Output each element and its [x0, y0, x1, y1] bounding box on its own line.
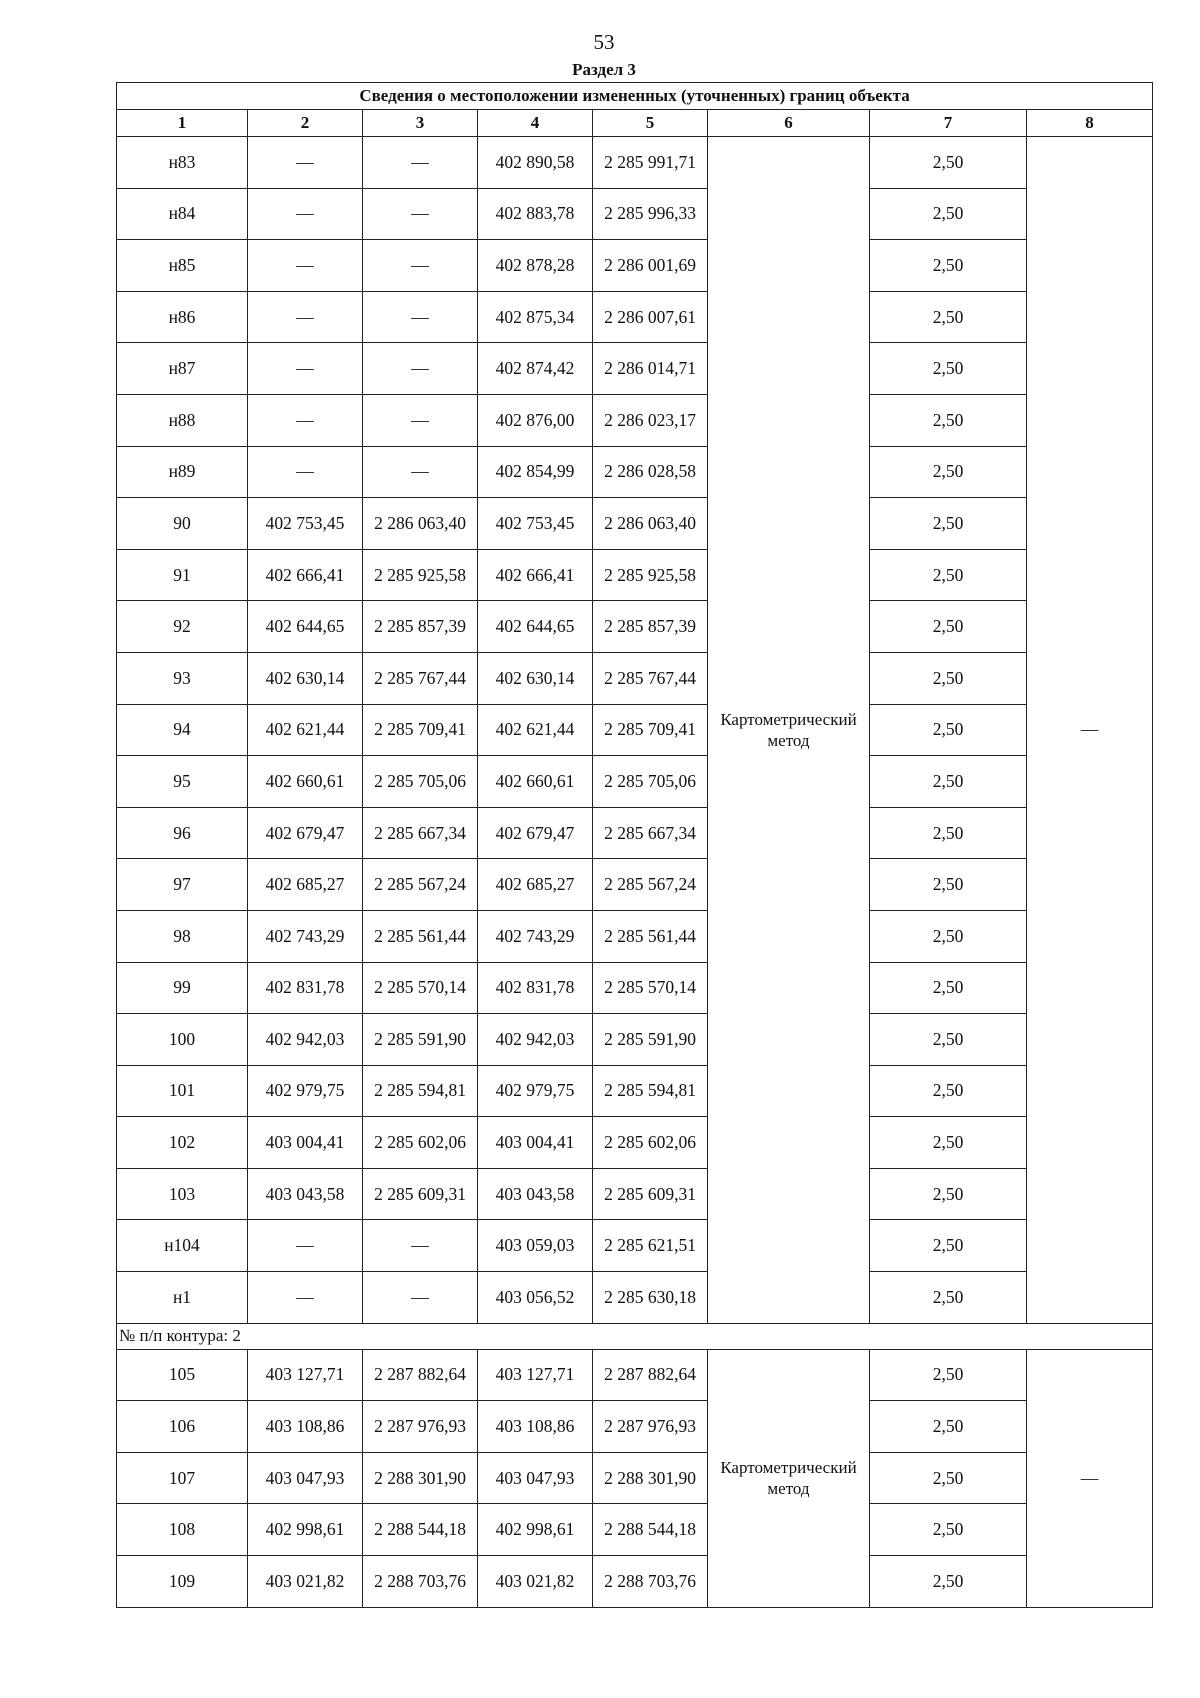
table-row	[117, 1272, 1153, 1324]
x-old-cell: 402 998,61	[248, 1504, 363, 1556]
accuracy-cell: 2,50	[870, 291, 1027, 343]
point-number-cell: 95	[117, 756, 248, 808]
x-old-cell: —	[248, 446, 363, 498]
accuracy-cell: 2,50	[870, 1272, 1027, 1324]
y-new-cell: 2 286 001,69	[593, 240, 708, 292]
y-new-cell: 2 285 996,33	[593, 188, 708, 240]
method-cell: Картометрический метод	[708, 1349, 870, 1607]
x-new-cell: 403 004,41	[478, 1117, 593, 1169]
y-new-cell: 2 285 570,14	[593, 962, 708, 1014]
x-new-cell: 402 753,45	[478, 498, 593, 550]
y-old-cell: 2 285 591,90	[363, 1014, 478, 1066]
y-old-cell: 2 285 561,44	[363, 910, 478, 962]
column-header: 7	[870, 110, 1027, 137]
column-header: 4	[478, 110, 593, 137]
x-new-cell: 402 621,44	[478, 704, 593, 756]
y-new-cell: 2 285 857,39	[593, 601, 708, 653]
x-new-cell: 402 890,58	[478, 137, 593, 189]
y-old-cell: —	[363, 1272, 478, 1324]
table-row	[117, 807, 1153, 859]
column-header: 5	[593, 110, 708, 137]
point-number-cell: н1	[117, 1272, 248, 1324]
y-old-cell: 2 288 703,76	[363, 1556, 478, 1608]
accuracy-cell: 2,50	[870, 1349, 1027, 1401]
x-new-cell: 402 883,78	[478, 188, 593, 240]
table-row	[117, 1401, 1153, 1453]
x-old-cell: 402 630,14	[248, 652, 363, 704]
y-new-cell: 2 285 567,24	[593, 859, 708, 911]
y-new-cell: 2 286 023,17	[593, 394, 708, 446]
table-row	[117, 188, 1153, 240]
x-new-cell: 403 043,58	[478, 1168, 593, 1220]
point-number-cell: 98	[117, 910, 248, 962]
y-new-cell: 2 285 925,58	[593, 549, 708, 601]
accuracy-cell: 2,50	[870, 549, 1027, 601]
x-old-cell: —	[248, 137, 363, 189]
x-old-cell: 403 047,93	[248, 1452, 363, 1504]
accuracy-cell: 2,50	[870, 1401, 1027, 1453]
y-new-cell: 2 288 544,18	[593, 1504, 708, 1556]
x-old-cell: —	[248, 240, 363, 292]
point-number-cell: 96	[117, 807, 248, 859]
x-old-cell: 402 942,03	[248, 1014, 363, 1066]
table-row	[117, 652, 1153, 704]
point-number-cell: 97	[117, 859, 248, 911]
x-old-cell: —	[248, 291, 363, 343]
y-old-cell: —	[363, 137, 478, 189]
x-old-cell: 402 679,47	[248, 807, 363, 859]
boundary-table	[116, 82, 1153, 1608]
y-old-cell: 2 285 602,06	[363, 1117, 478, 1169]
accuracy-cell: 2,50	[870, 1220, 1027, 1272]
accuracy-cell: 2,50	[870, 1556, 1027, 1608]
table-row	[117, 394, 1153, 446]
y-old-cell: 2 286 063,40	[363, 498, 478, 550]
y-new-cell: 2 285 991,71	[593, 137, 708, 189]
accuracy-cell: 2,50	[870, 343, 1027, 395]
x-old-cell: 402 666,41	[248, 549, 363, 601]
y-old-cell: 2 285 709,41	[363, 704, 478, 756]
y-old-cell: 2 287 976,93	[363, 1401, 478, 1453]
point-number-cell: 107	[117, 1452, 248, 1504]
method-cell: Картометрический метод	[708, 137, 870, 1324]
x-old-cell: 403 043,58	[248, 1168, 363, 1220]
accuracy-cell: 2,50	[870, 601, 1027, 653]
accuracy-cell: 2,50	[870, 188, 1027, 240]
x-new-cell: 402 998,61	[478, 1504, 593, 1556]
x-new-cell: 402 630,14	[478, 652, 593, 704]
y-new-cell: 2 288 703,76	[593, 1556, 708, 1608]
accuracy-cell: 2,50	[870, 498, 1027, 550]
x-old-cell: 402 644,65	[248, 601, 363, 653]
accuracy-cell: 2,50	[870, 1452, 1027, 1504]
table-row	[117, 343, 1153, 395]
y-old-cell: 2 285 570,14	[363, 962, 478, 1014]
y-new-cell: 2 288 301,90	[593, 1452, 708, 1504]
table-row	[117, 1117, 1153, 1169]
point-number-cell: 106	[117, 1401, 248, 1453]
y-old-cell: —	[363, 240, 478, 292]
x-new-cell: 402 876,00	[478, 394, 593, 446]
table-row	[117, 704, 1153, 756]
point-number-cell: 102	[117, 1117, 248, 1169]
column-8-cell: —	[1027, 137, 1153, 1324]
point-number-cell: 103	[117, 1168, 248, 1220]
contour-label-row	[117, 1323, 1153, 1349]
x-new-cell: 403 047,93	[478, 1452, 593, 1504]
point-number-cell: н83	[117, 137, 248, 189]
y-old-cell: 2 285 925,58	[363, 549, 478, 601]
accuracy-cell: 2,50	[870, 1014, 1027, 1066]
table-row	[117, 962, 1153, 1014]
x-old-cell: 402 979,75	[248, 1065, 363, 1117]
x-old-cell: 403 004,41	[248, 1117, 363, 1169]
x-new-cell: 402 875,34	[478, 291, 593, 343]
point-number-cell: 92	[117, 601, 248, 653]
point-number-cell: н85	[117, 240, 248, 292]
y-old-cell: 2 285 594,81	[363, 1065, 478, 1117]
x-new-cell: 402 685,27	[478, 859, 593, 911]
table-row	[117, 1014, 1153, 1066]
x-new-cell: 402 743,29	[478, 910, 593, 962]
point-number-cell: 91	[117, 549, 248, 601]
point-number-cell: 94	[117, 704, 248, 756]
table-row	[117, 1556, 1153, 1608]
accuracy-cell: 2,50	[870, 137, 1027, 189]
point-number-cell: 100	[117, 1014, 248, 1066]
x-old-cell: —	[248, 394, 363, 446]
table-row	[117, 1452, 1153, 1504]
x-new-cell: 403 127,71	[478, 1349, 593, 1401]
y-new-cell: 2 287 976,93	[593, 1401, 708, 1453]
x-old-cell: 403 021,82	[248, 1556, 363, 1608]
x-new-cell: 402 874,42	[478, 343, 593, 395]
column-header: 2	[248, 110, 363, 137]
column-header: 3	[363, 110, 478, 137]
x-old-cell: 403 127,71	[248, 1349, 363, 1401]
y-new-cell: 2 285 609,31	[593, 1168, 708, 1220]
accuracy-cell: 2,50	[870, 859, 1027, 911]
y-old-cell: 2 288 301,90	[363, 1452, 478, 1504]
accuracy-cell: 2,50	[870, 1504, 1027, 1556]
y-old-cell: —	[363, 1220, 478, 1272]
table-row	[117, 910, 1153, 962]
accuracy-cell: 2,50	[870, 962, 1027, 1014]
y-old-cell: 2 285 857,39	[363, 601, 478, 653]
y-new-cell: 2 285 667,34	[593, 807, 708, 859]
x-new-cell: 402 831,78	[478, 962, 593, 1014]
point-number-cell: н84	[117, 188, 248, 240]
table-row	[117, 859, 1153, 911]
point-number-cell: 90	[117, 498, 248, 550]
y-new-cell: 2 286 007,61	[593, 291, 708, 343]
column-8-cell: —	[1027, 1349, 1153, 1607]
contour-label: № п/п контура: 2	[117, 1323, 1153, 1349]
x-old-cell: 402 660,61	[248, 756, 363, 808]
y-old-cell: 2 288 544,18	[363, 1504, 478, 1556]
y-new-cell: 2 285 602,06	[593, 1117, 708, 1169]
page-number: 53	[593, 30, 615, 54]
table-row	[117, 446, 1153, 498]
y-new-cell: 2 285 709,41	[593, 704, 708, 756]
section-title: Раздел 3	[572, 60, 636, 79]
x-new-cell: 402 854,99	[478, 446, 593, 498]
x-new-cell: 403 021,82	[478, 1556, 593, 1608]
x-new-cell: 402 979,75	[478, 1065, 593, 1117]
x-new-cell: 403 056,52	[478, 1272, 593, 1324]
table-row	[117, 1349, 1153, 1401]
y-old-cell: —	[363, 343, 478, 395]
x-new-cell: 403 059,03	[478, 1220, 593, 1272]
x-old-cell: 402 831,78	[248, 962, 363, 1014]
x-new-cell: 403 108,86	[478, 1401, 593, 1453]
table-row	[117, 1220, 1153, 1272]
y-new-cell: 2 286 028,58	[593, 446, 708, 498]
x-old-cell: —	[248, 188, 363, 240]
x-new-cell: 402 666,41	[478, 549, 593, 601]
table-row	[117, 1065, 1153, 1117]
column-header: 8	[1027, 110, 1153, 137]
accuracy-cell: 2,50	[870, 910, 1027, 962]
y-new-cell: 2 285 621,51	[593, 1220, 708, 1272]
x-new-cell: 402 644,65	[478, 601, 593, 653]
y-old-cell: 2 287 882,64	[363, 1349, 478, 1401]
y-old-cell: 2 285 609,31	[363, 1168, 478, 1220]
table-row	[117, 1168, 1153, 1220]
accuracy-cell: 2,50	[870, 756, 1027, 808]
y-new-cell: 2 285 767,44	[593, 652, 708, 704]
x-new-cell: 402 878,28	[478, 240, 593, 292]
y-new-cell: 2 285 561,44	[593, 910, 708, 962]
table-row	[117, 1504, 1153, 1556]
y-new-cell: 2 285 630,18	[593, 1272, 708, 1324]
table-row	[117, 601, 1153, 653]
table-row	[117, 756, 1153, 808]
point-number-cell: 105	[117, 1349, 248, 1401]
table-row	[117, 549, 1153, 601]
accuracy-cell: 2,50	[870, 1065, 1027, 1117]
x-old-cell: 403 108,86	[248, 1401, 363, 1453]
table-row	[117, 137, 1153, 189]
y-new-cell: 2 285 705,06	[593, 756, 708, 808]
column-header: 1	[117, 110, 248, 137]
y-old-cell: 2 285 567,24	[363, 859, 478, 911]
accuracy-cell: 2,50	[870, 1117, 1027, 1169]
point-number-cell: н86	[117, 291, 248, 343]
y-new-cell: 2 286 014,71	[593, 343, 708, 395]
point-number-cell: 99	[117, 962, 248, 1014]
accuracy-cell: 2,50	[870, 240, 1027, 292]
y-new-cell: 2 286 063,40	[593, 498, 708, 550]
y-old-cell: 2 285 767,44	[363, 652, 478, 704]
y-new-cell: 2 285 594,81	[593, 1065, 708, 1117]
point-number-cell: 108	[117, 1504, 248, 1556]
table-caption-row	[117, 83, 1153, 110]
accuracy-cell: 2,50	[870, 807, 1027, 859]
x-new-cell: 402 942,03	[478, 1014, 593, 1066]
x-old-cell: —	[248, 1272, 363, 1324]
y-old-cell: 2 285 667,34	[363, 807, 478, 859]
y-new-cell: 2 285 591,90	[593, 1014, 708, 1066]
x-old-cell: —	[248, 343, 363, 395]
y-old-cell: —	[363, 394, 478, 446]
point-number-cell: 93	[117, 652, 248, 704]
accuracy-cell: 2,50	[870, 446, 1027, 498]
y-old-cell: 2 285 705,06	[363, 756, 478, 808]
y-old-cell: —	[363, 446, 478, 498]
x-old-cell: 402 753,45	[248, 498, 363, 550]
y-new-cell: 2 287 882,64	[593, 1349, 708, 1401]
accuracy-cell: 2,50	[870, 394, 1027, 446]
x-old-cell: —	[248, 1220, 363, 1272]
accuracy-cell: 2,50	[870, 704, 1027, 756]
point-number-cell: 109	[117, 1556, 248, 1608]
point-number-cell: 101	[117, 1065, 248, 1117]
x-new-cell: 402 679,47	[478, 807, 593, 859]
table-row	[117, 498, 1153, 550]
table-row	[117, 240, 1153, 292]
x-old-cell: 402 743,29	[248, 910, 363, 962]
column-header-row	[117, 110, 1153, 137]
point-number-cell: н88	[117, 394, 248, 446]
accuracy-cell: 2,50	[870, 1168, 1027, 1220]
point-number-cell: н104	[117, 1220, 248, 1272]
column-header: 6	[708, 110, 870, 137]
x-old-cell: 402 621,44	[248, 704, 363, 756]
table-row	[117, 291, 1153, 343]
point-number-cell: н87	[117, 343, 248, 395]
y-old-cell: —	[363, 188, 478, 240]
table-caption: Сведения о местоположении измененных (уточненных) границ объекта	[117, 83, 1153, 110]
y-old-cell: —	[363, 291, 478, 343]
x-old-cell: 402 685,27	[248, 859, 363, 911]
point-number-cell: н89	[117, 446, 248, 498]
x-new-cell: 402 660,61	[478, 756, 593, 808]
accuracy-cell: 2,50	[870, 652, 1027, 704]
